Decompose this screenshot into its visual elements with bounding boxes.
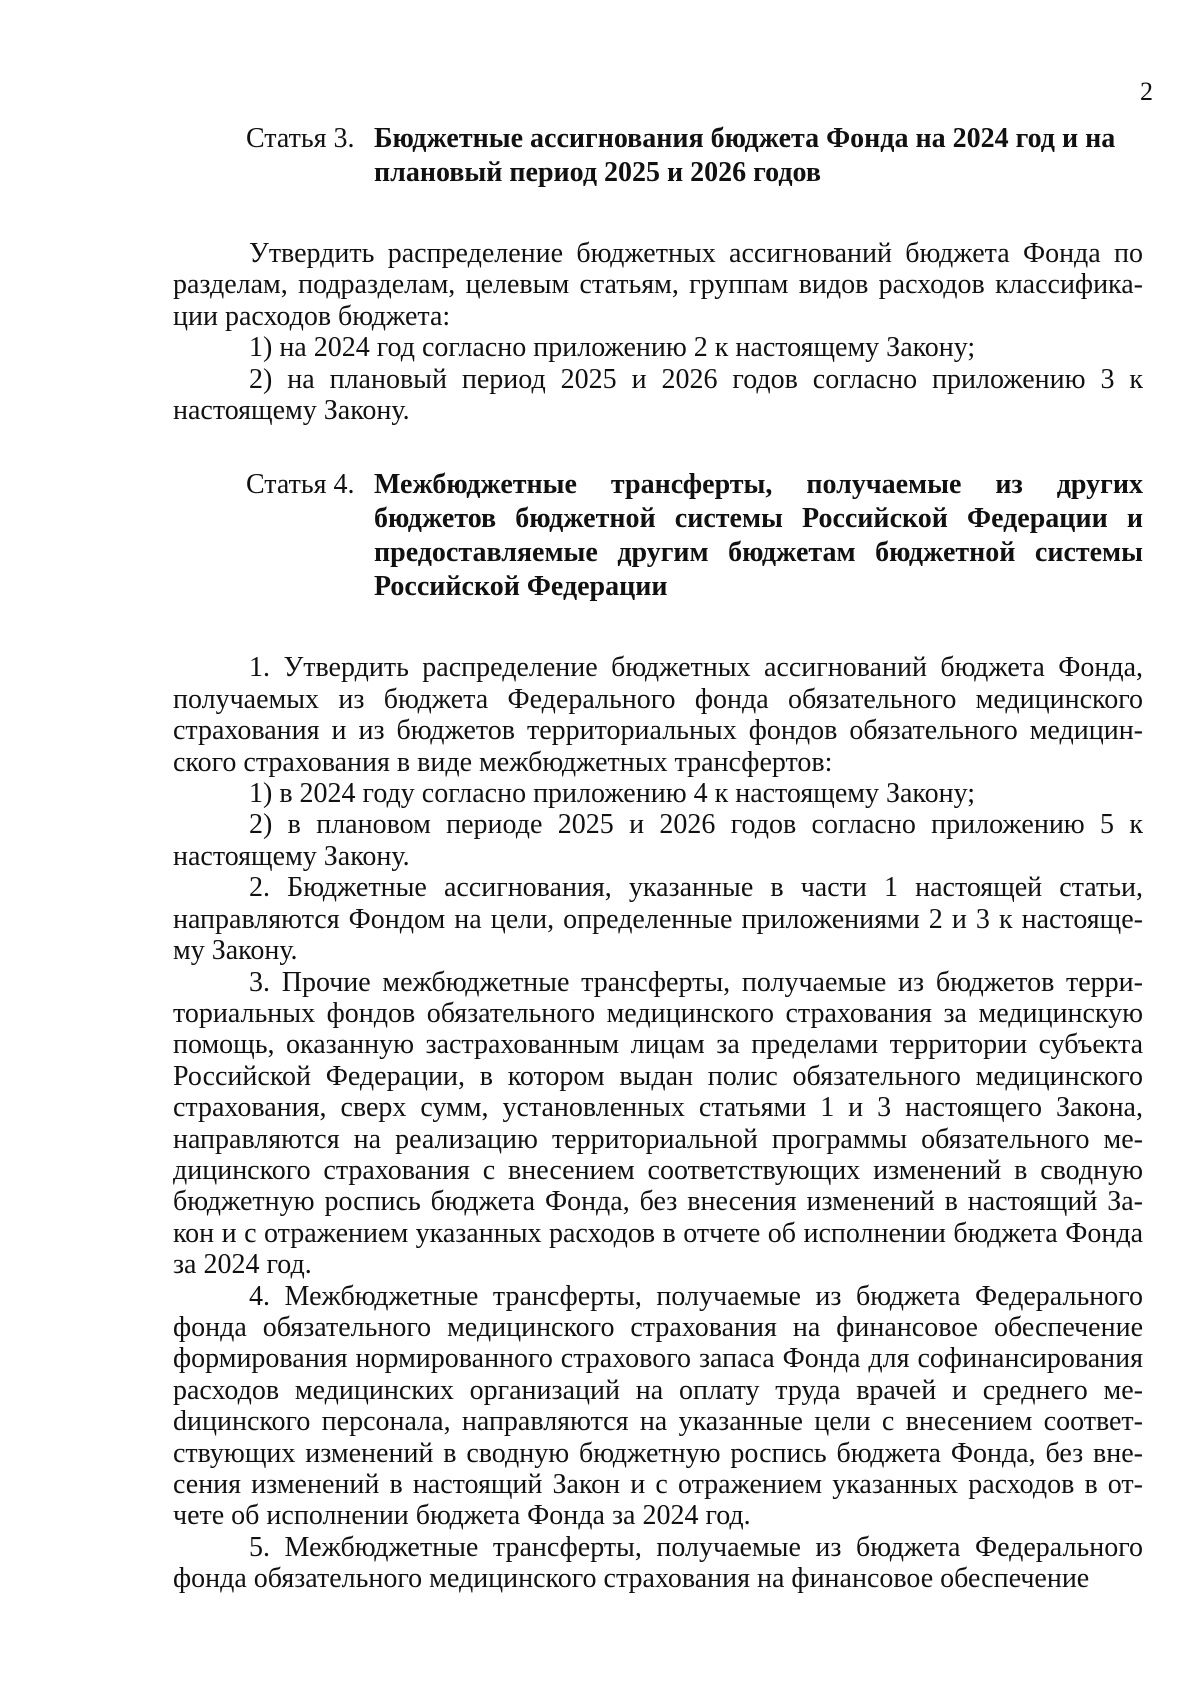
article-4-title: Межбюджетные трансферты, получаемые из других бюджетов бюджетной системы Российской Федерации и предоставляемые другим бюджетам бюджетной системы Российской Федерации <box>374 469 1143 603</box>
article-4-label: Статья 4. <box>246 469 355 501</box>
spacer <box>173 426 1143 468</box>
article-4-part-2: 2. Бюджетные ассигнования, указанные в части 1 настоящей статьи, направляются Фондом на цели, определенные приложениями 2 и 3 к настоящему Закону. <box>173 872 1143 967</box>
article-3-paragraph-1: Утвердить распределение бюджетных ассигнований бюджета Фонда по разделам, подразделам, целевым статьям, группам видов расходов классификации расходов бюджета: <box>173 238 1143 332</box>
article-4-heading <box>246 468 1143 604</box>
article-4-part-3: 3. Прочие межбюджетные трансферты, получаемые из бюджетов территориальных фондов обязательного медицинского страхования за медицинскую помощь, оказанную застрахованным лицам за пределами территории субъекта Российской Федерации, в котором выдан полис обязательного медицинского страхования, сверх сумм, установленных статьями 1 и 3 настоящего Закона, направляются на реализацию территориальной программы обязательного медицинского страхования с внесением соответствующих изменений в сводную бюджетную роспись бюджета Фонда, без внесения изменений в настоящий Закон и с отражением указанных расходов в отчете об исполнении бюджета Фонда за 2024 год. <box>173 966 1143 1281</box>
article-3-item-2: 2) на плановый период 2025 и 2026 годов согласно приложению 3 к настоящему Закону. <box>173 363 1143 427</box>
article-3-label: Статья 3. <box>246 123 355 154</box>
article-3-item-1: 1) на 2024 год согласно приложению 2 к настоящему Закону; <box>249 332 976 364</box>
article-4-part-1-item-2: 2) в плановом периоде 2025 и 2026 годов согласно приложению 5 к настоящему Закону. <box>173 809 1143 872</box>
page-number: 2 <box>1140 77 1153 106</box>
spacer <box>173 190 1143 238</box>
article-4-part-5: 5. Межбюджетные трансферты, получаемые из бюджета Федерального фонда обязательного медицинского страхования на финансовое обеспечение <box>173 1531 1143 1595</box>
document-body <box>173 122 1143 1595</box>
spacer <box>173 604 1143 652</box>
article-3-title: Бюджетные ассигнования бюджета Фонда на 2024 год и на плановый период 2025 и 2026 годов <box>374 123 1116 188</box>
article-3-heading <box>246 122 1143 190</box>
article-4-part-1: 1. Утвердить распределение бюджетных ассигнований бюджета Фонда, получаемых из бюджета Федерального фонда обязательного медицинского страхования и из бюджетов территориальных фондов обязательного медицинского страхования в виде межбюджетных трансфертов: <box>173 652 1143 778</box>
article-4-part-4: 4. Межбюджетные трансферты, получаемые из бюджета Федерального фонда обязательного медицинского страхования на финансовое обеспечение формирования нормированного страхового запаса Фонда для софинансирования расходов медицинских организаций на оплату труда врачей и среднего меdицинского персонала, направляются на указанные цели с внесением соответствующих изменений в сводную бюджетную роспись бюджета Фонда, без внесения изменений в настоящий Закон и с отражением указанных расходов в отчете об исполнении бюджета Фонда за 2024 год. <box>173 1280 1143 1532</box>
article-4-part-1-item-1: 1) в 2024 году согласно приложению 4 к настоящему Закону; <box>249 778 976 810</box>
